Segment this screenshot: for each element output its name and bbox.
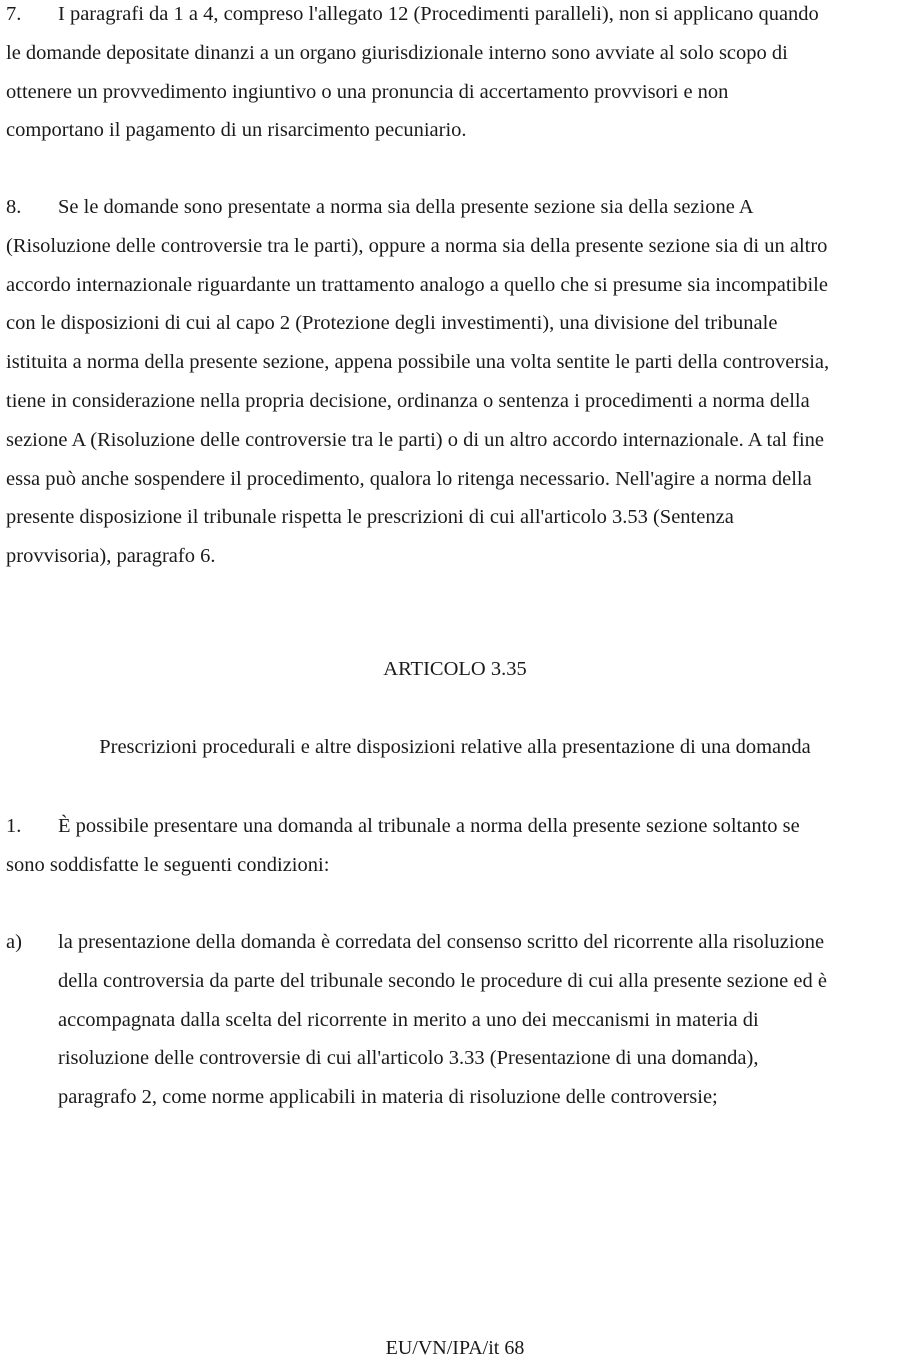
paragraph-line: accordo internazionale riguardante un trattamento analogo a quello che si presume sia incompatibile [6, 273, 828, 296]
paragraph-text: I paragrafi da 1 a 4, compreso l'allegato 12 (Procedimenti paralleli), non si applicano quando [58, 3, 819, 25]
item-line: paragrafo 2, come norme applicabili in materia di risoluzione delle controversie; [58, 1086, 718, 1109]
paragraph-7 [6, 0, 908, 150]
paragraph-line: ottenere un provvedimento ingiuntivo o una pronuncia di accertamento provvisori e non [6, 80, 729, 103]
paragraph-line: comportano il pagamento di un risarcimento pecuniario. [6, 119, 467, 142]
paragraph-line [6, 0, 908, 34]
paragraph-text: Se le domande sono presentate a norma sia della presente sezione sia della sezione A [58, 196, 754, 218]
article-title: ARTICOLO 3.35 [383, 658, 527, 680]
paragraph-line: presente disposizione il tribunale rispetta le prescrizioni di cui all'articolo 3.53 (Sentenza [6, 506, 734, 529]
paragraph-line: le domande depositate dinanzi a un organo giurisdizionale interno sono avviate al solo scopo di [6, 41, 788, 64]
paragraph-line: tiene in considerazione nella propria decisione, ordinanza o sentenza i procedimenti a norma della [6, 389, 810, 412]
item-line: risoluzione delle controversie di cui all'articolo 3.33 (Presentazione di una domanda), [58, 1047, 759, 1070]
article-subtitle: Prescrizioni procedurali e altre disposizioni relative alla presentazione di una domanda [99, 736, 811, 758]
paragraph-number: 7. [6, 3, 22, 25]
item-text: la presentazione della domanda è corredata del consenso scritto del ricorrente alla risoluzione [58, 931, 825, 953]
paragraph-number: 8. [6, 196, 22, 218]
item-line [6, 923, 908, 962]
page-footer-reference: EU/VN/IPA/it 68 [385, 1337, 525, 1359]
paragraph-number: 1. [6, 815, 22, 837]
paragraph-line: essa può anche sospendere il procedimento, qualora lo ritenga necessario. Nell'agire a norma della [6, 467, 812, 490]
paragraph-line: istituita a norma della presente sezione, appena possibile una volta sentite le parti della controversia, [6, 351, 830, 374]
item-label: a) [6, 931, 22, 953]
paragraph-line: sono soddisfatte le seguenti condizioni: [6, 853, 330, 876]
paragraph-line: con le disposizioni di cui al capo 2 (Protezione degli investimenti), una divisione del tribunale [6, 312, 778, 335]
item-line: della controversia da parte del tribunale secondo le procedure di cui alla presente sezione ed è [58, 969, 827, 992]
paragraph-line: sezione A (Risoluzione delle controversie tra le parti) o di un altro accordo internazionale. A tal fine [6, 428, 825, 451]
paragraph-line: (Risoluzione delle controversie tra le parti), oppure a norma sia della presente sezione sia di un altro [6, 234, 828, 257]
item-line: accompagnata dalla scelta del ricorrente in merito a uno dei meccanismi in materia di [58, 1008, 759, 1031]
paragraph-8 [6, 188, 908, 576]
paragraph-1 [6, 807, 908, 885]
paragraph-line: provvisoria), paragrafo 6. [6, 545, 216, 568]
item-a [6, 923, 908, 1117]
paragraph-text: È possibile presentare una domanda al tribunale a norma della presente sezione soltanto se [58, 815, 800, 837]
paragraph-line [6, 188, 908, 227]
paragraph-line [6, 807, 908, 846]
